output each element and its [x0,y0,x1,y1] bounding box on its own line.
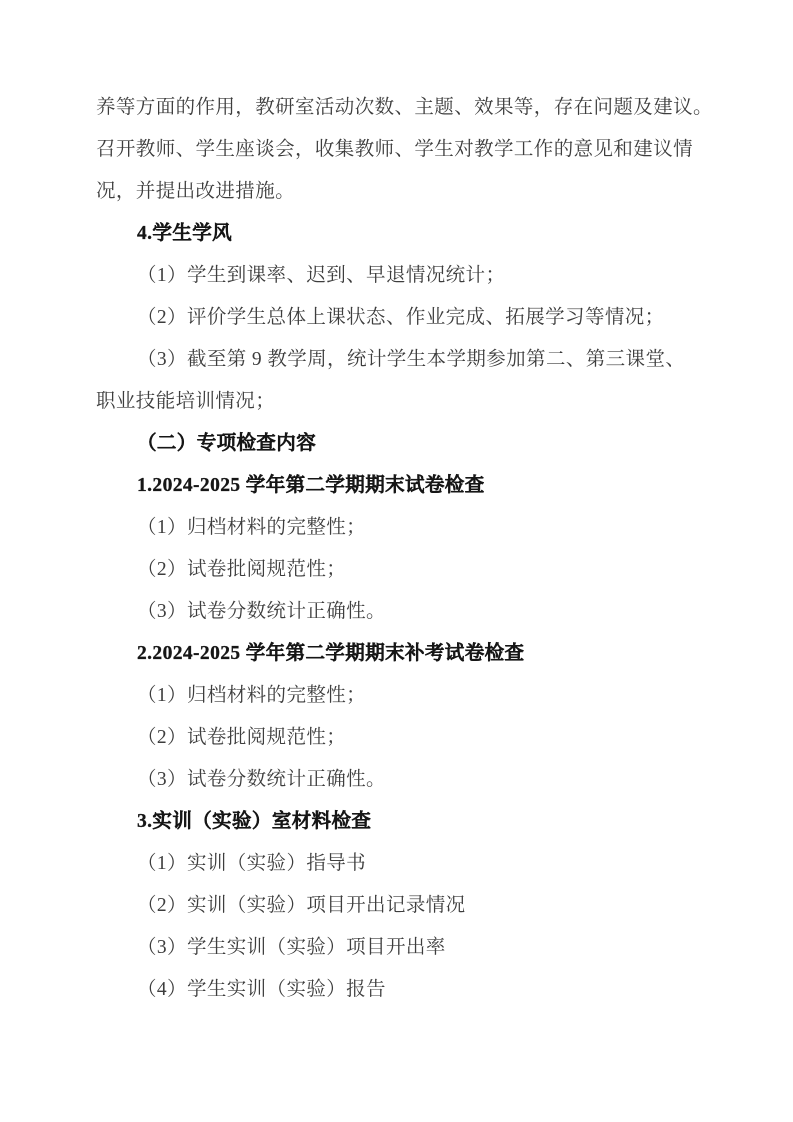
document-line: （2）实训（实验）项目开出记录情况 [137,895,466,916]
document-line: （2）试卷批阅规范性； [137,727,347,748]
document-line: 2.2024-2025 学年第二学期期末补考试卷检查 [137,643,525,664]
document-line: （1）归档材料的完整性； [137,517,367,538]
document-line: （2）试卷批阅规范性； [137,559,347,580]
document-line: 4.学生学风 [137,223,233,244]
document-text-area [96,87,713,1011]
document-line: （1）归档材料的完整性； [137,685,367,706]
document-line: 1.2024-2025 学年第二学期期末试卷检查 [137,475,485,496]
document-line: （二）专项检查内容 [137,433,317,454]
document-line: （3）截至第 9 教学周，统计学生本学期参加第二、第三课堂、 [137,349,686,370]
document-line: 养等方面的作用，教研室活动次数、主题、效果等，存在问题及建议。 [96,97,713,118]
document-line: 况，并提出改进措施。 [96,181,296,202]
document-line: （1）学生到课率、迟到、早退情况统计； [137,265,506,286]
document-line: （4）学生实训（实验）报告 [137,979,386,1000]
document-line: 职业技能培训情况； [96,391,276,412]
document-line: （3）试卷分数统计正确性。 [137,601,386,622]
document-line: （3）学生实训（实验）项目开出率 [137,937,446,958]
document-line: 召开教师、学生座谈会，收集教师、学生对教学工作的意见和建议情 [96,139,694,160]
document-line: （2）评价学生总体上课状态、作业完成、拓展学习等情况； [137,307,665,328]
document-line: 3.实训（实验）室材料检查 [137,811,372,832]
document-line: （3）试卷分数统计正确性。 [137,769,386,790]
document-line: （1）实训（实验）指导书 [137,853,367,874]
